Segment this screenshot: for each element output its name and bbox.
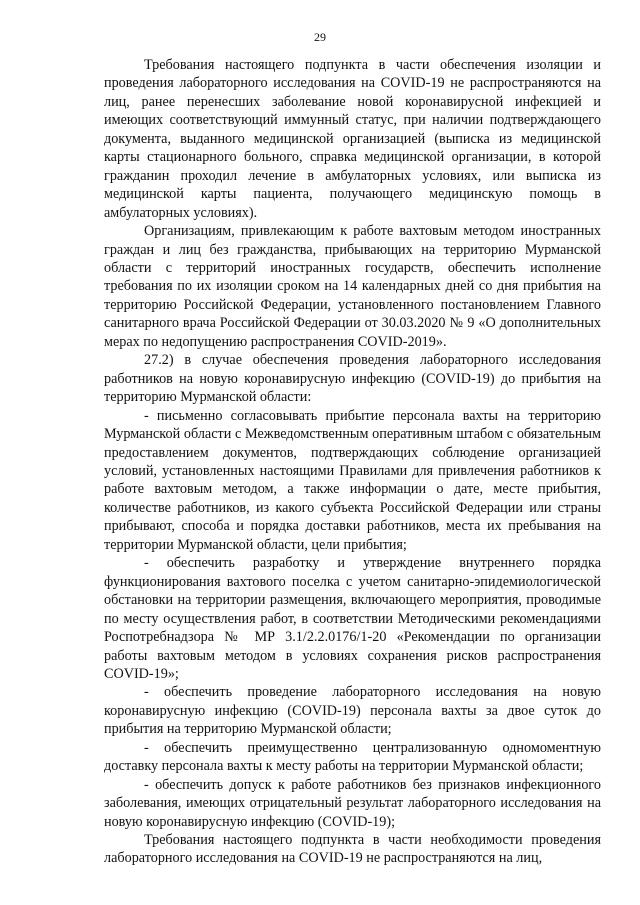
paragraph: - обеспечить проведение лабораторного исследования на новую коронавирусную инфекцию (COVID-19) персонала вахты за двое суток до прибытия на территорию Мурманской области; [104,684,601,738]
paragraph: - обеспечить допуск к работе работников без признаков инфекционного заболевания, имеющих отрицательный результат лабораторного исследования на новую коронавирусную инфекцию (COVID-19); [104,776,601,830]
paragraph: - обеспечить преимущественно централизованную одномоментную доставку персонала вахты к месту работы на территории Мурманской области; [104,739,601,775]
paragraph: Организациям, привлекающим к работе вахтовым методом иностранных граждан и лиц без гражданства, прибывающих на территорию Мурманской области с территорий иностранных государств, обеспечить исполнение требования по их изоляции сроком на 14 календарных дней со дня прибытия на территорию Российской Федерации, установленного постановлением Главного санитарного врача Российской Федерации от 30.03.2020 № 9 «О дополнительных мерах по недопущению распространения COVID-2019». [104,223,601,350]
document-body [104,56,601,868]
paragraph: - обеспечить разработку и утверждение внутреннего порядка функционирования вахтового поселка с учетом санитарно-эпидемиологической обстановки на территории размещения, включающего мероприятия, проводимые по месту осуществления работ, в соответствии Методическими рекомендациями Роспотребнадзора № МР 3.1/2.2.0176/1-20 «Рекомендации по организации работы вахтовым методом в условиях сохранения рисков распространения COVID-19»; [104,555,601,682]
page-number: 29 [314,30,326,44]
paragraph: Требования настоящего подпункта в части необходимости проведения лабораторного исследования на COVID-19 не распространяются на лиц, [104,832,601,867]
paragraph: Требования настоящего подпункта в части обеспечения изоляции и проведения лабораторного исследования на COVID-19 не распространяются на лиц, ранее перенесших заболевание новой коронавирусной инфекцией и имеющих соответствующий иммунный статус, при наличии подтверждающего документа, выданного медицинской организацией (выписка из медицинской карты стационарного больного, справка медицинской организации, в которой гражданин проходил лечение в амбулаторных условиях, или выписка из медицинской карты пациента, получающего медицинскую помощь в амбулаторных условиях). [104,57,601,221]
paragraph: - письменно согласовывать прибытие персонала вахты на территорию Мурманской области с Межведомственным оперативным штабом с обязательным предоставлением документов, подтверждающих соблюдение организацией условий, установленных настоящими Правилами для привлечения работников к работе вахтовым методом, а также информации о дате, месте прибытия, количестве работников, из какого субъекта Российской Федерации или страны прибывают, способа и порядка доставки работников, места их пребывания на территории Мурманской области, цели прибытия; [104,407,601,553]
paragraph: 27.2) в случае обеспечения проведения лабораторного исследования работников на новую коронавирусную инфекцию (COVID-19) до прибытия на территорию Мурманской области: [104,352,601,406]
